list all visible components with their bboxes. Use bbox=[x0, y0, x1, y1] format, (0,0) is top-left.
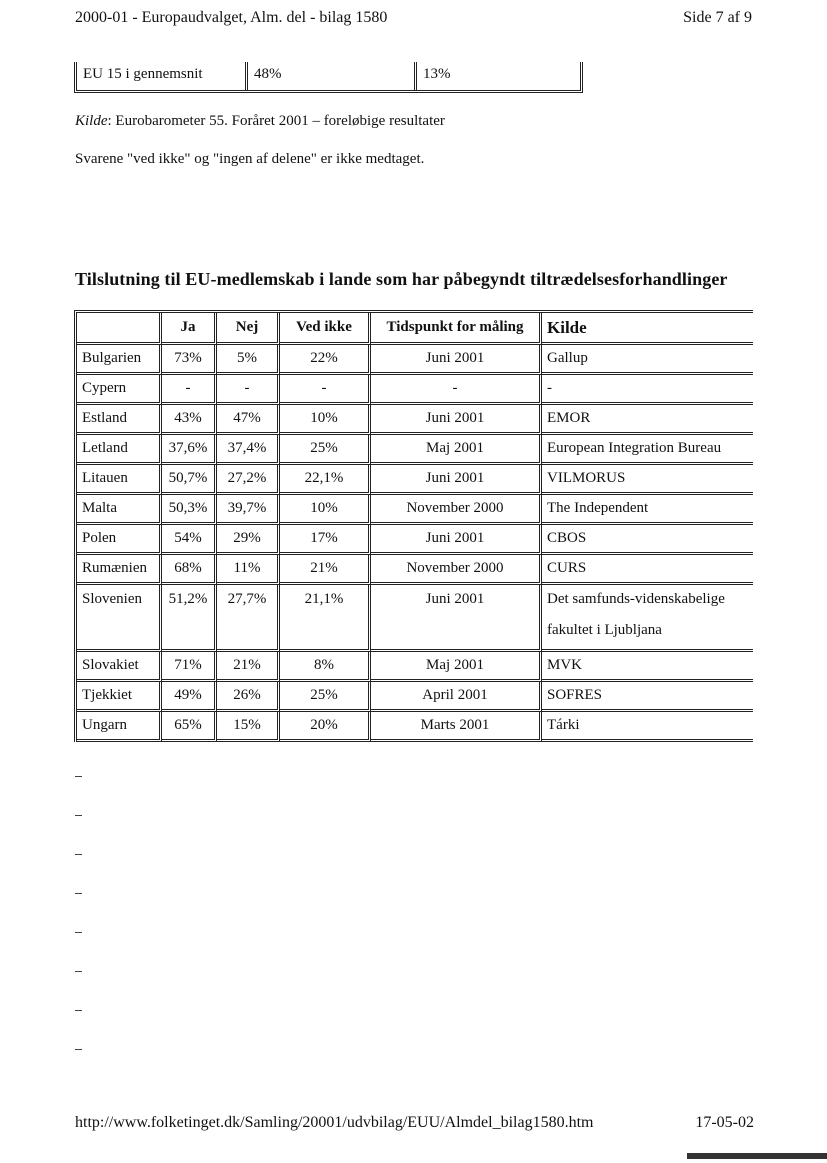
header-country bbox=[77, 313, 162, 345]
cell-kilde bbox=[542, 375, 753, 405]
cell-kilde bbox=[542, 652, 753, 682]
cell-ja: 43% bbox=[162, 405, 217, 435]
scan-artifact-bar bbox=[687, 1153, 827, 1159]
dash-mark bbox=[75, 854, 82, 855]
cell-kilde bbox=[542, 555, 753, 585]
cell-country: Litauen bbox=[77, 465, 162, 495]
table-row bbox=[77, 652, 753, 682]
cell-country: Estland bbox=[77, 405, 162, 435]
table-row bbox=[77, 435, 753, 465]
cell-ja: 49% bbox=[162, 682, 217, 712]
cell-ved-ikke: 25% bbox=[280, 435, 371, 465]
cell-kilde bbox=[542, 525, 753, 555]
cell-nej: - bbox=[217, 375, 280, 405]
cell-kilde bbox=[542, 465, 753, 495]
cell-country: Polen bbox=[77, 525, 162, 555]
cell-ved-ikke: 22% bbox=[280, 345, 371, 375]
dash-mark bbox=[75, 893, 82, 894]
cell-tidspunkt: Juni 2001 bbox=[371, 345, 542, 375]
kilde-text: VILMORUS bbox=[547, 470, 626, 486]
cell-nej: 27,7% bbox=[217, 585, 280, 652]
cell-ja: 54% bbox=[162, 525, 217, 555]
cell-nej: 39,7% bbox=[217, 495, 280, 525]
table-row bbox=[77, 62, 580, 90]
membership-support-table bbox=[74, 310, 753, 742]
table-row bbox=[77, 465, 753, 495]
kilde-text: MVK bbox=[547, 657, 583, 673]
cell-nej: 27,2% bbox=[217, 465, 280, 495]
cell-nej: 37,4% bbox=[217, 435, 280, 465]
cell-country: Tjekkiet bbox=[77, 682, 162, 712]
table-row bbox=[77, 555, 753, 585]
kilde-text: EMOR bbox=[547, 410, 591, 426]
eu-average-value-2: 13% bbox=[423, 66, 451, 82]
cell-ja: 50,3% bbox=[162, 495, 217, 525]
eu-average-table bbox=[74, 62, 583, 93]
cell-nej: 5% bbox=[217, 345, 280, 375]
kilde-text: CBOS bbox=[547, 530, 587, 546]
footer-date: 17-05-02 bbox=[695, 1114, 754, 1131]
section-title: Tilslutning til EU-medlemskab i lande som har påbegyndt tiltrædelsesforhandlinger bbox=[75, 269, 728, 289]
cell-tidspunkt: April 2001 bbox=[371, 682, 542, 712]
cell-country: Ungarn bbox=[77, 712, 162, 742]
page-number: Side 7 af 9 bbox=[683, 9, 752, 26]
table-row bbox=[77, 712, 753, 742]
table-header-row bbox=[77, 313, 753, 345]
cell-kilde bbox=[542, 712, 753, 742]
cell-tidspunkt: - bbox=[371, 375, 542, 405]
cell-country: Letland bbox=[77, 435, 162, 465]
header-kilde: Kilde bbox=[542, 313, 753, 345]
cell-ved-ikke: 22,1% bbox=[280, 465, 371, 495]
cell-ved-ikke: 25% bbox=[280, 682, 371, 712]
header-nej: Nej bbox=[217, 313, 280, 345]
kilde-text: The Independent bbox=[547, 500, 649, 516]
cell-tidspunkt: Maj 2001 bbox=[371, 435, 542, 465]
page-header-title: 2000-01 - Europaudvalget, Alm. del - bilag 1580 bbox=[75, 9, 388, 26]
header-ved-ikke: Ved ikke bbox=[280, 313, 371, 345]
cell-nej: 15% bbox=[217, 712, 280, 742]
cell-tidspunkt: Marts 2001 bbox=[371, 712, 542, 742]
cell-ved-ikke: 10% bbox=[280, 495, 371, 525]
cell-ved-ikke: 20% bbox=[280, 712, 371, 742]
exclusion-note: Svarene "ved ikke" og "ingen af delene" er ikke medtaget. bbox=[75, 151, 425, 167]
cell-kilde bbox=[542, 405, 753, 435]
cell-nej: 21% bbox=[217, 652, 280, 682]
cell-tidspunkt: Juni 2001 bbox=[371, 405, 542, 435]
cell-kilde bbox=[542, 585, 753, 652]
cell-nej: 11% bbox=[217, 555, 280, 585]
cell-tidspunkt: November 2000 bbox=[371, 495, 542, 525]
cell-ja: 65% bbox=[162, 712, 217, 742]
dash-mark bbox=[75, 776, 82, 777]
cell-ja: - bbox=[162, 375, 217, 405]
table-row bbox=[77, 375, 753, 405]
cell-nej: 29% bbox=[217, 525, 280, 555]
dash-mark bbox=[75, 1049, 82, 1050]
source-note bbox=[75, 113, 445, 130]
kilde-text: CURS bbox=[547, 560, 587, 576]
kilde-text-continued: fakultet i Ljubljana bbox=[547, 622, 662, 638]
kilde-text: European Integration Bureau bbox=[547, 440, 722, 456]
table-row bbox=[77, 345, 753, 375]
cell-country: Bulgarien bbox=[77, 345, 162, 375]
cell-tidspunkt: November 2000 bbox=[371, 555, 542, 585]
dash-mark bbox=[75, 971, 82, 972]
cell-country: Slovenien bbox=[77, 585, 162, 652]
cell-country: Rumænien bbox=[77, 555, 162, 585]
cell-ved-ikke: 8% bbox=[280, 652, 371, 682]
kilde-text: Gallup bbox=[547, 350, 588, 366]
cell-ja: 71% bbox=[162, 652, 217, 682]
cell-kilde bbox=[542, 435, 753, 465]
cell-nej: 47% bbox=[217, 405, 280, 435]
cell-kilde bbox=[542, 682, 753, 712]
header-tidspunkt: Tidspunkt for måling bbox=[371, 313, 542, 345]
cell-ja: 50,7% bbox=[162, 465, 217, 495]
cell-ved-ikke: - bbox=[280, 375, 371, 405]
cell-ja: 73% bbox=[162, 345, 217, 375]
dash-mark bbox=[75, 1010, 82, 1011]
source-label: Kilde bbox=[75, 113, 108, 129]
footer-url: http://www.folketinget.dk/Samling/20001/udvbilag/EUU/Almdel_bilag1580.htm bbox=[75, 1114, 594, 1131]
cell-nej: 26% bbox=[217, 682, 280, 712]
cell-kilde bbox=[542, 345, 753, 375]
kilde-text: SOFRES bbox=[547, 687, 603, 703]
dash-mark bbox=[75, 932, 82, 933]
table-row bbox=[77, 682, 753, 712]
cell-ved-ikke: 21% bbox=[280, 555, 371, 585]
kilde-text: Det samfunds-videnskabelige bbox=[547, 591, 725, 607]
cell-country: Slovakiet bbox=[77, 652, 162, 682]
cell-ja: 68% bbox=[162, 555, 217, 585]
table-row bbox=[77, 585, 753, 652]
kilde-text: - bbox=[547, 380, 552, 396]
eu-average-value-1: 48% bbox=[248, 62, 417, 90]
cell-country: Cypern bbox=[77, 375, 162, 405]
table-row bbox=[77, 525, 753, 555]
dash-mark bbox=[75, 815, 82, 816]
source-text: : Eurobarometer 55. Foråret 2001 – foreløbige resultater bbox=[107, 113, 445, 129]
cell-ja: 37,6% bbox=[162, 435, 217, 465]
table-row bbox=[77, 495, 753, 525]
cell-ved-ikke: 17% bbox=[280, 525, 371, 555]
cell-tidspunkt: Juni 2001 bbox=[371, 525, 542, 555]
cell-tidspunkt: Juni 2001 bbox=[371, 585, 542, 652]
header-ja: Ja bbox=[162, 313, 217, 345]
cell-country: Malta bbox=[77, 495, 162, 525]
cell-ja: 51,2% bbox=[162, 585, 217, 652]
dash-list bbox=[75, 776, 82, 1088]
eu-average-label: EU 15 i gennemsnit bbox=[77, 62, 248, 90]
cell-tidspunkt: Maj 2001 bbox=[371, 652, 542, 682]
cell-tidspunkt: Juni 2001 bbox=[371, 465, 542, 495]
cell-ved-ikke: 21,1% bbox=[280, 585, 371, 652]
cell-kilde bbox=[542, 495, 753, 525]
kilde-text: Tárki bbox=[547, 717, 580, 733]
cell-ved-ikke: 10% bbox=[280, 405, 371, 435]
table-row bbox=[77, 405, 753, 435]
